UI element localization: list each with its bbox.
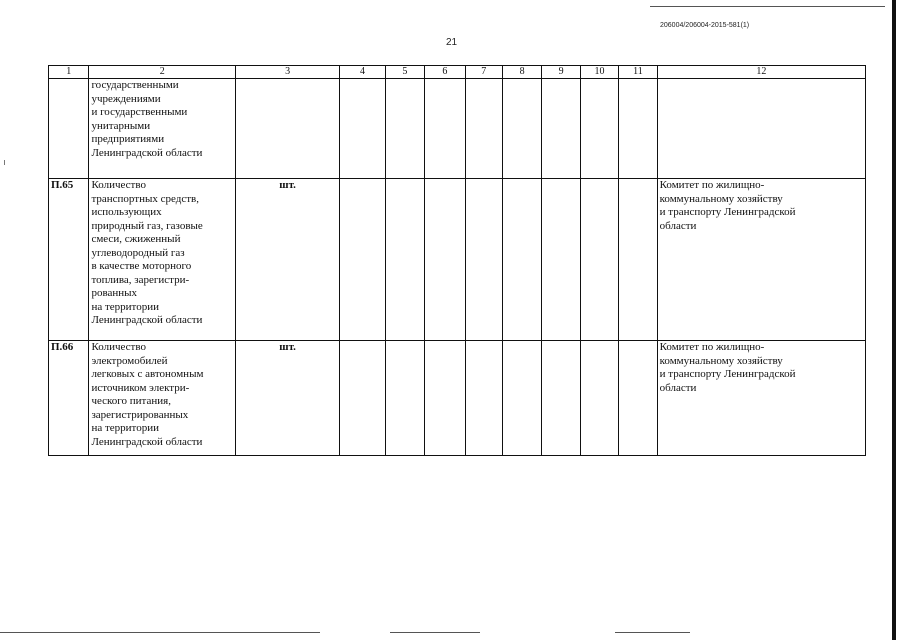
document-id: 206004/206004-2015-581(1) bbox=[660, 22, 750, 29]
scan-edge-shadow bbox=[892, 0, 896, 640]
value-cell bbox=[580, 179, 618, 341]
bottom-margin-rule bbox=[0, 632, 320, 633]
value-cell bbox=[465, 341, 502, 456]
indicator-name: Количество транспортных средств, использующих природный газ, газовые смеси, сжиженный углеводородный газ в качестве моторного топлива, зарегистри- рованных на территории Ленинградской области bbox=[89, 179, 236, 341]
value-cell bbox=[425, 79, 465, 179]
page-number: 21 bbox=[446, 37, 458, 48]
value-cell bbox=[340, 341, 386, 456]
table-row bbox=[49, 79, 866, 179]
value-cell bbox=[619, 341, 657, 456]
value-cell bbox=[580, 341, 618, 456]
value-cell bbox=[542, 179, 580, 341]
responsible-body bbox=[657, 79, 865, 179]
value-cell bbox=[425, 179, 465, 341]
responsible-body: Комитет по жилищно- коммунальному хозяйству и транспорту Ленинградской области bbox=[657, 179, 865, 341]
column-header: 10 bbox=[580, 66, 618, 79]
value-cell bbox=[385, 341, 424, 456]
row-code bbox=[49, 79, 89, 179]
indicator-name: Количество электромобилей легковых с автономным источником электри- ческого питания, зарегистрированных на территории Ленинградской области bbox=[89, 341, 236, 456]
value-cell bbox=[542, 79, 580, 179]
column-header: 6 bbox=[425, 66, 465, 79]
table-row bbox=[49, 341, 866, 456]
column-header: 8 bbox=[502, 66, 541, 79]
column-header: 2 bbox=[89, 66, 236, 79]
value-cell bbox=[580, 79, 618, 179]
value-cell bbox=[619, 179, 657, 341]
indicators-table bbox=[48, 65, 866, 456]
value-cell bbox=[385, 79, 424, 179]
column-header: 1 bbox=[49, 66, 89, 79]
value-cell bbox=[502, 341, 541, 456]
indicator-name: государственными учреждениями и государственными унитарными предприятиями Ленинградской области bbox=[89, 79, 236, 179]
value-cell bbox=[542, 341, 580, 456]
value-cell bbox=[340, 179, 386, 341]
table-row bbox=[49, 179, 866, 341]
bottom-margin-rule bbox=[390, 632, 480, 633]
value-cell bbox=[502, 179, 541, 341]
column-header: 5 bbox=[385, 66, 424, 79]
column-header: 9 bbox=[542, 66, 580, 79]
responsible-body: Комитет по жилищно- коммунальному хозяйству и транспорту Ленинградской области bbox=[657, 341, 865, 456]
column-header: 4 bbox=[340, 66, 386, 79]
unit-cell: шт. bbox=[236, 179, 340, 341]
value-cell bbox=[340, 79, 386, 179]
top-margin-rule bbox=[650, 6, 885, 7]
column-header: 11 bbox=[619, 66, 657, 79]
value-cell bbox=[619, 79, 657, 179]
value-cell bbox=[502, 79, 541, 179]
unit-cell bbox=[236, 79, 340, 179]
bottom-margin-rule bbox=[615, 632, 690, 633]
column-header: 12 bbox=[657, 66, 865, 79]
column-header: 7 bbox=[465, 66, 502, 79]
value-cell bbox=[465, 79, 502, 179]
table-header-row bbox=[49, 66, 866, 79]
binding-mark bbox=[4, 160, 5, 165]
unit-cell: шт. bbox=[236, 341, 340, 456]
value-cell bbox=[465, 179, 502, 341]
column-header: 3 bbox=[236, 66, 340, 79]
value-cell bbox=[425, 341, 465, 456]
value-cell bbox=[385, 179, 424, 341]
row-code: П.66 bbox=[49, 341, 89, 456]
row-code: П.65 bbox=[49, 179, 89, 341]
